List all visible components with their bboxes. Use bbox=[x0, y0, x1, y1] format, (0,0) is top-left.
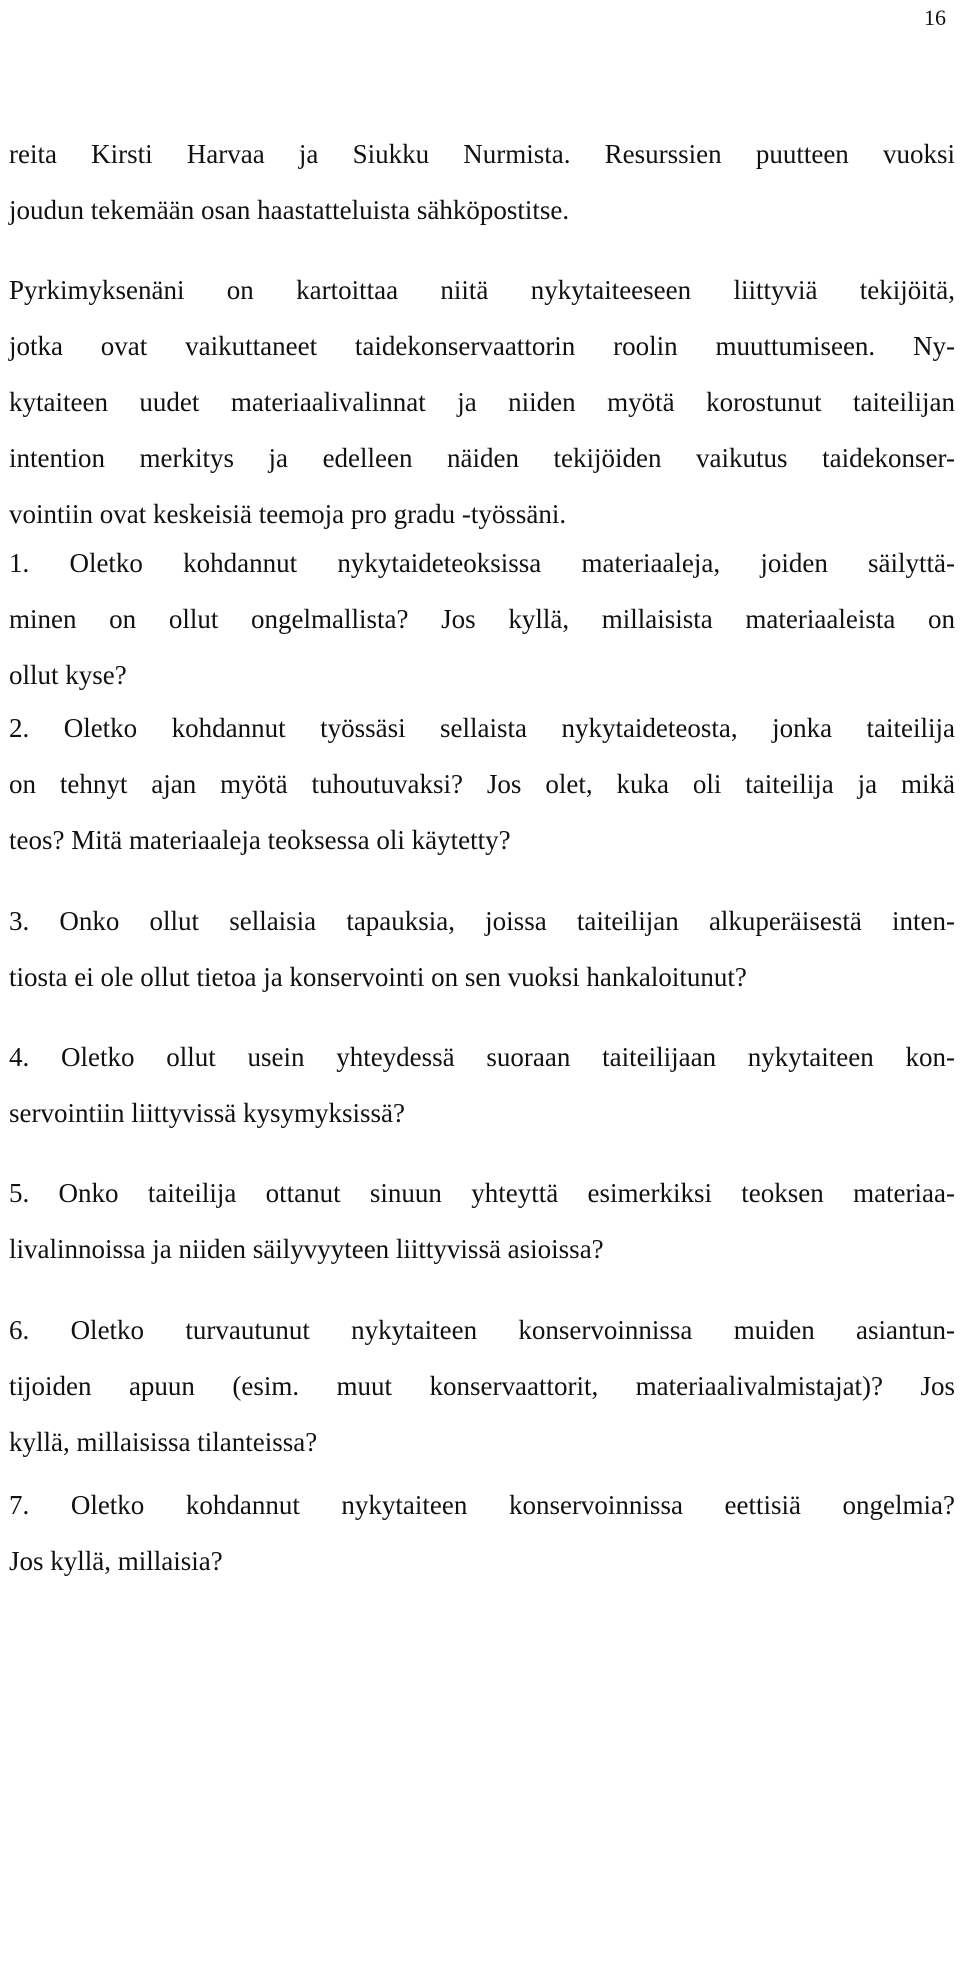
text-line: minen on ollut ongelmallista? Jos kyllä, millaisista materiaaleista on bbox=[9, 604, 955, 634]
text-line: joudun tekemään osan haastatteluista sähköpostitse. bbox=[9, 195, 570, 225]
text-line: ollut kyse? bbox=[9, 660, 127, 690]
question-7 bbox=[9, 1477, 955, 1589]
text-line: intention merkitys ja edelleen näiden tekijöiden vaikutus taidekonser- bbox=[9, 443, 955, 473]
text-line: 6. Oletko turvautunut nykytaiteen konservoinnissa muiden asiantun- bbox=[9, 1315, 955, 1345]
text-line: Pyrkimyksenäni on kartoittaa niitä nykytaiteeseen liittyviä tekijöitä, bbox=[9, 275, 955, 305]
text-line: jotka ovat vaikuttaneet taidekonservaattorin roolin muuttumiseen. Ny- bbox=[9, 331, 955, 361]
text-line: on tehnyt ajan myötä tuhoutuvaksi? Jos olet, kuka oli taiteilija ja mikä bbox=[9, 769, 955, 799]
text-line: tiosta ei ole ollut tietoa ja konservointi on sen vuoksi hankaloitunut? bbox=[9, 962, 747, 992]
text-line: 7. Oletko kohdannut nykytaiteen konservoinnissa eettisiä ongelmia? bbox=[9, 1490, 955, 1520]
text-line: 4. Oletko ollut usein yhteydessä suoraan taiteilijaan nykytaiteen kon- bbox=[9, 1042, 955, 1072]
text-line: livalinnoissa ja niiden säilyvyyteen liittyvissä asioissa? bbox=[9, 1234, 604, 1264]
text-line: Jos kyllä, millaisia? bbox=[9, 1546, 223, 1576]
question-2 bbox=[9, 700, 955, 868]
text-line: teos? Mitä materiaaleja teoksessa oli käytetty? bbox=[9, 825, 511, 855]
text-line: kytaiteen uudet materiaalivalinnat ja niiden myötä korostunut taiteilijan bbox=[9, 387, 955, 417]
text-line: 5. Onko taiteilija ottanut sinuun yhteyttä esimerkiksi teoksen materiaa- bbox=[9, 1178, 955, 1208]
text-line: servointiin liittyvissä kysymyksissä? bbox=[9, 1098, 405, 1128]
paragraph-intro-1 bbox=[9, 126, 955, 238]
question-4 bbox=[9, 1029, 955, 1141]
text-line: kyllä, millaisissa tilanteissa? bbox=[9, 1427, 318, 1457]
text-line: tijoiden apuun (esim. muut konservaattorit, materiaalivalmistajat)? Jos bbox=[9, 1371, 955, 1401]
question-1 bbox=[9, 535, 955, 703]
paragraph-intro-2 bbox=[9, 262, 955, 542]
text-line: 1. Oletko kohdannut nykytaideteoksissa materiaaleja, joiden säilyttä- bbox=[9, 548, 955, 578]
text-line: vointiin ovat keskeisiä teemoja pro gradu -työssäni. bbox=[9, 499, 567, 529]
text-line: 3. Onko ollut sellaisia tapauksia, joissa taiteilijan alkuperäisestä inten- bbox=[9, 906, 955, 936]
question-6 bbox=[9, 1302, 955, 1470]
text-line: 2. Oletko kohdannut työssäsi sellaista nykytaideteosta, jonka taiteilija bbox=[9, 713, 955, 743]
text-line: reita Kirsti Harvaa ja Siukku Nurmista. Resurssien puutteen vuoksi bbox=[9, 139, 955, 169]
question-3 bbox=[9, 893, 955, 1005]
question-5 bbox=[9, 1165, 955, 1277]
page-number: 16 bbox=[924, 5, 946, 30]
